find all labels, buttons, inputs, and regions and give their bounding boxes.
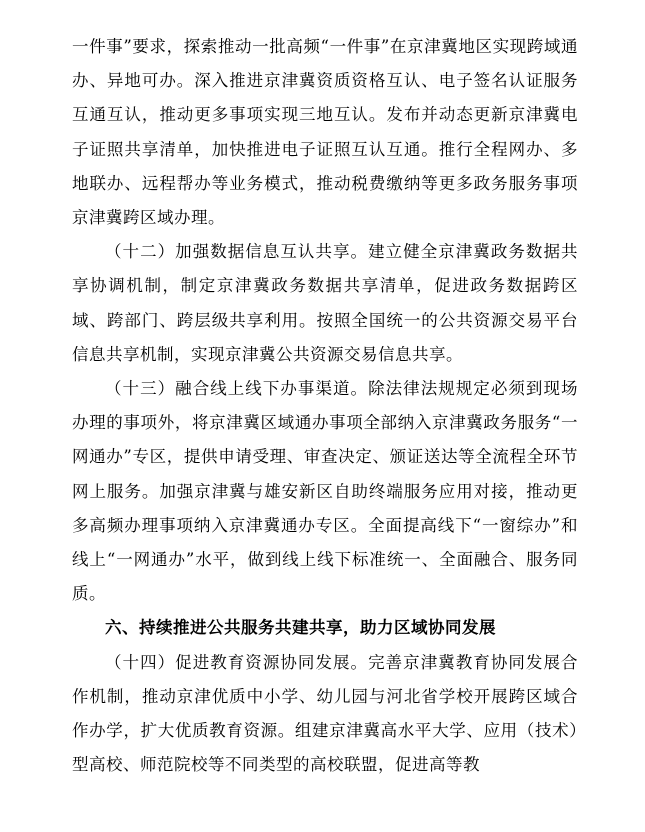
paragraph-online-offline: （十三）融合线上线下办事渠道。除法律法规规定必须到现场办理的事项外，将京津冀区域通办事项全部纳入京津冀政务服务“一网通办”专区，提供申请受理、审查决定、颁证送达等全流程全环节网上服务。加强京津冀与雄安新区自助终端服务应用对接，推动更多高频办理事项纳入京津冀通办专区。全面提高线下“一窗综办”和线上“一网通办”水平，做到线上线下标准统一、全面融合、服务同质。 [72,379,578,604]
paragraph-continuation: 一件事”要求，探索推动一批高频“一件事”在京津冀地区实现跨域通办、异地可办。深入推进京津冀资质资格互认、电子签名认证服务互通互认，推动更多事项实现三地互认。发布并动态更新京津冀电子证照共享清单，加快推进电子证照互认互通。推行全程网办、多地联办、远程帮办等业务模式，推动税费缴纳等更多政务服务事项京津冀跨区域办理。 [72,37,578,228]
section-heading: 六、持续推进公共服务共建共享，助力区域协同发展 [105,618,496,638]
paragraph-data-sharing: （十二）加强数据信息互认共享。建立健全京津冀政务数据共享协调机制，制定京津冀政务数据共享清单，促进政务数据跨区域、跨部门、跨层级共享利用。按照全国统一的公共资源交易平台信息共享机制，实现京津冀公共资源交易信息共享。 [72,242,578,364]
paragraph-education: （十四）促进教育资源协同发展。完善京津冀教育协同发展合作机制，推动京津优质中小学、幼儿园与河北省学校开展跨区域合作办学，扩大优质教育资源。组建京津冀高水平大学、应用（技术）型高校、师范院校等不同类型的高校联盟，促进高等教 [72,652,578,775]
document-page [72,30,578,782]
